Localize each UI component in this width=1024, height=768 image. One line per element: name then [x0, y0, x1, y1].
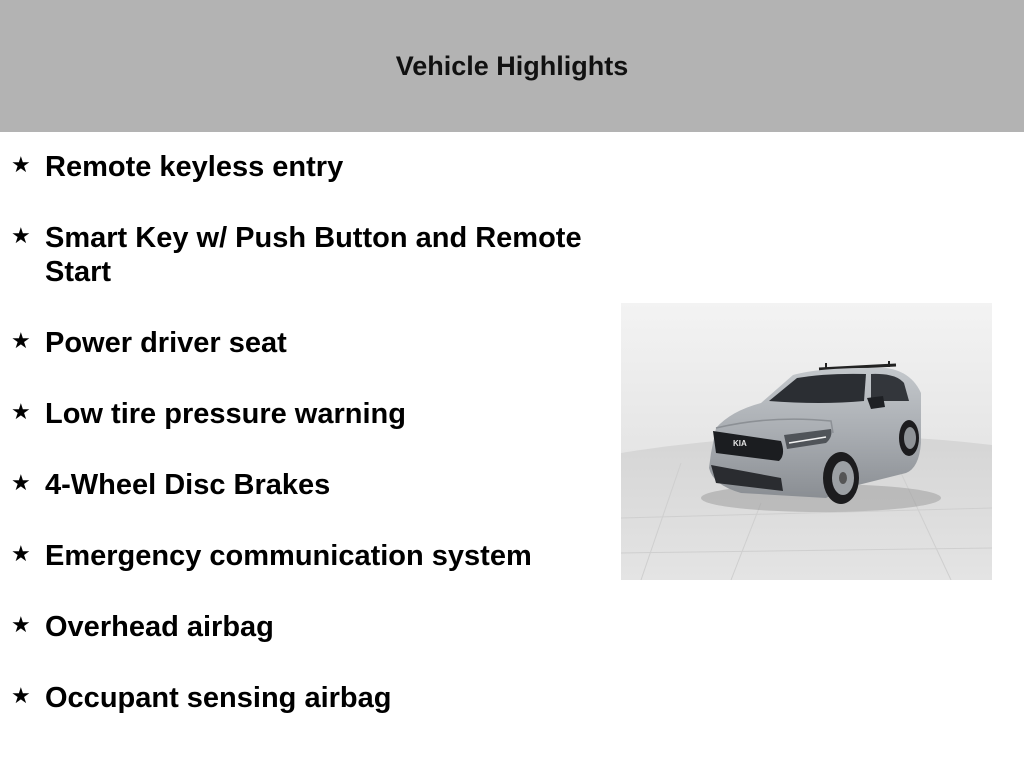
kia-logo: KIA — [733, 439, 747, 448]
vehicle-photo — [621, 303, 992, 580]
feature-item — [0, 326, 585, 360]
star-icon: ★ — [11, 399, 31, 424]
page-header — [0, 0, 1024, 132]
feature-label: 4-Wheel Disc Brakes — [45, 469, 331, 501]
page-title: Vehicle Highlights — [395, 50, 629, 81]
star-icon: ★ — [11, 612, 31, 637]
feature-label: Power driver seat — [45, 327, 287, 359]
star-icon: ★ — [11, 683, 31, 708]
feature-label: Low tire pressure warning — [45, 398, 406, 430]
feature-label: Emergency communication system — [45, 540, 532, 572]
feature-item — [0, 610, 585, 644]
feature-item — [0, 539, 585, 573]
feature-item — [0, 681, 585, 715]
feature-label: Smart Key w/ Push Button and Remote Start — [45, 222, 582, 288]
star-icon: ★ — [11, 470, 31, 495]
star-icon: ★ — [11, 223, 31, 248]
star-icon: ★ — [11, 541, 31, 566]
feature-list — [0, 150, 590, 752]
feature-item — [0, 221, 585, 289]
feature-label: Overhead airbag — [45, 611, 274, 643]
star-icon: ★ — [11, 152, 31, 177]
feature-item — [0, 468, 585, 502]
feature-item — [0, 150, 585, 184]
star-icon: ★ — [11, 328, 31, 353]
feature-label: Occupant sensing airbag — [45, 682, 392, 714]
suv-image — [621, 303, 992, 580]
feature-label: Remote keyless entry — [45, 151, 344, 183]
feature-item — [0, 397, 585, 431]
